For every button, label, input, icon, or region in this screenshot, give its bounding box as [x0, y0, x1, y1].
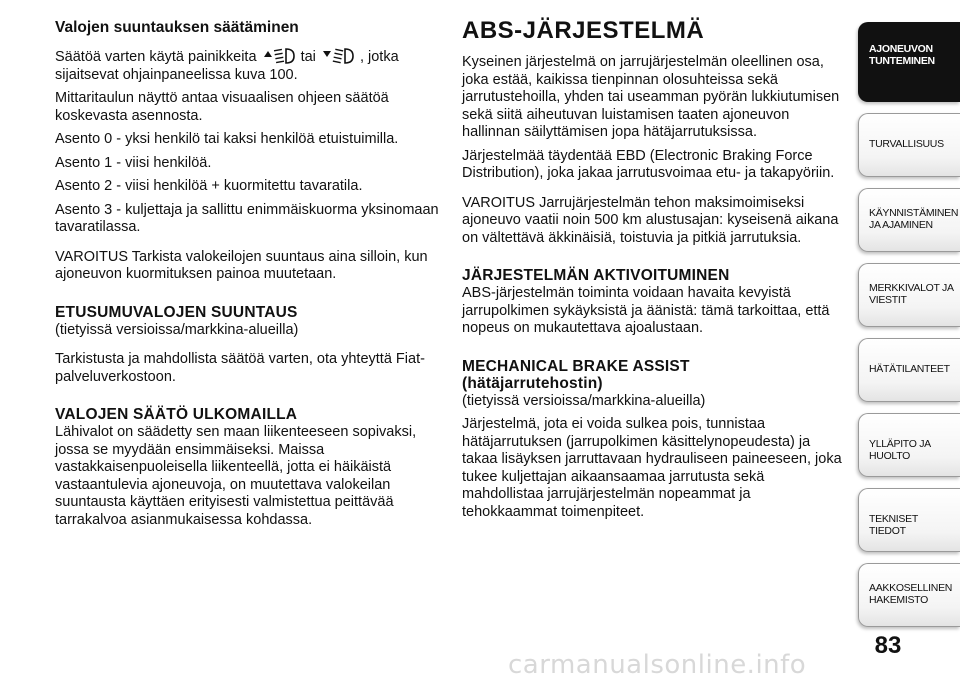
paragraph-buttons — [55, 46, 440, 84]
heading-mba-sub: (hätäjarrutehostin) — [462, 374, 603, 392]
page-number: 83 — [874, 632, 902, 659]
tab-ajoneuvon-tunteminen[interactable] — [858, 22, 960, 102]
paragraph-abroad: Lähivalot on säädetty sen maan liikenteeseen sopivaksi, jossa se myydään ensimmäiseksi. Maissa vastakkaisenpuoleisella liikenteellä, jotta ei häikäistä vastaantulevia ajoneuvoja, on muutettava valokeilan suuntausta käyttäen erityisesti valmistettua peittävää tarrakalvoa asianmukaisessa kohdassa. — [55, 424, 417, 528]
tab-label: TEKNISET TIEDOT — [869, 513, 918, 537]
note-versions: (tietyissä versioissa/markkina-alueilla) — [55, 321, 299, 338]
tab-label: MERKKIVALOT JA — [869, 282, 954, 294]
paragraph-position-2: Asento 2 - viisi henkilöä + kuormitettu tavaratila. — [55, 178, 363, 194]
headlight-up-icon — [261, 46, 297, 64]
warning-paragraph: VAROITUS Tarkista valokeilojen suuntaus aina silloin, kun ajoneuvon kuormituksen painoa muutetaan. — [55, 248, 428, 282]
paragraph-display: Mittaritaulun näyttö antaa visuaalisen ohjeen säätöä koskevasta asennosta. — [55, 90, 389, 124]
page-title: ABS-JÄRJESTELMÄ — [462, 17, 705, 44]
warning-paragraph-brakes: VAROITUS Jarrujärjestelmän tehon maksimoimiseksi ajoneuvo vaatii noin 500 km alustusajan: kyseisenä aikana on vältettävä äkkinäisiä, toistuvia ja pitkiä jarrutuksia. — [462, 194, 839, 246]
tab-kaynnistaminen[interactable] — [858, 188, 960, 252]
text-fragment: , jotka sijaitsevat ohjainpaneelissa kuva 100. — [55, 49, 399, 83]
text-fragment: Säätöä varten käytä painikkeita — [55, 49, 257, 65]
tab-label: VIESTIT — [869, 294, 907, 306]
tab-label: KÄYNNISTÄMINEN — [869, 207, 959, 219]
tab-label: JA AJAMINEN — [869, 219, 933, 231]
paragraph-fog-lights: Tarkistusta ja mahdollista säätöä varten, ota yhteyttä Fiat-palveluverkostoon. — [55, 351, 425, 385]
heading-abroad: VALOJEN SÄÄTÖ ULKOMAILLA — [55, 406, 298, 423]
tab-merkkivalot[interactable] — [858, 263, 960, 327]
paragraph-activation: ABS-järjestelmän toiminta voidaan havaita kevyistä jarrupolkimen sykäyksistä ja äänistä: tämä tarkoittaa, että nopeus on mukautettava ajoalustaan. — [462, 285, 830, 336]
headlight-down-icon — [320, 46, 356, 64]
tab-label: AAKKOSELLINEN — [869, 582, 953, 594]
subheading-headlight-adjust: Valojen suuntauksen säätäminen — [55, 19, 299, 36]
tab-label: TURVALLISUUS — [869, 138, 944, 150]
tab-tekniset-tiedot[interactable] — [858, 488, 960, 552]
heading-activation: JÄRJESTELMÄN AKTIVOITUMINEN — [462, 267, 730, 284]
text-fragment: tai — [300, 49, 316, 65]
tab-label: AJONEUVON — [869, 43, 933, 55]
tab-label: HÄTÄTILANTEET — [869, 363, 950, 375]
tab-yllapito[interactable] — [858, 413, 960, 477]
paragraph-position-1: Asento 1 - viisi henkilöä. — [55, 154, 212, 171]
tab-turvallisuus[interactable] — [858, 113, 960, 177]
paragraph-mba: Järjestelmä, jota ei voida sulkea pois, tunnistaa hätäjarrutuksen (jarrupolkimen käsittelynopeudesta) ja takaa lisäyksen jarruttavaan hydrauliseen paineeseen, joka tukee kuljettajan aikaansaamaa jarrutusta sekä mahdollistaa jarrujärjestelmän nopeammat ja tehokkaammat toimenpiteet. — [462, 416, 842, 520]
tab-hakemisto[interactable] — [858, 563, 960, 627]
paragraph-position-0: Asento 0 - yksi henkilö tai kaksi henkilöä etuistuimilla. — [55, 131, 399, 147]
tab-label: TUNTEMINEN — [869, 55, 935, 67]
watermark: carmanualsonline.info — [508, 650, 807, 680]
tab-label: HAKEMISTO — [869, 594, 928, 606]
note-versions-mba: (tietyissä versioissa/markkina-alueilla) — [462, 392, 706, 409]
paragraph-abs-intro: Kyseinen järjestelmä on jarrujärjestelmän oleellinen osa, joka estää, kaikissa tienpinnan olosuhteissa sekä jarrutustehoilla, yhden tai useamman pyörän lukkiutumisen sekä siitä aiheutuvan luistamisen taaten ajoneuvon hallinnan säilyttämisen jopa hätäjarrutuksissa. — [462, 54, 840, 140]
left-column — [55, 18, 440, 535]
right-column — [462, 18, 847, 527]
section-tabs — [858, 22, 960, 638]
heading-mba: MECHANICAL BRAKE ASSIST — [462, 357, 690, 375]
paragraph-ebd: Järjestelmää täydentää EBD (Electronic Braking Force Distribution), joka jakaa jarrutusvoimaa etu- ja takapyöriin. — [462, 147, 835, 181]
tab-label: YLLÄPITO JA HUOLTO — [869, 438, 931, 462]
heading-fog-lights: ETUSUMUVALOJEN SUUNTAUS — [55, 303, 298, 321]
paragraph-position-3: Asento 3 - kuljettaja ja sallittu enimmäiskuorma yksinomaan tavaratilassa. — [55, 201, 439, 235]
tab-hatatilanteet[interactable] — [858, 338, 960, 402]
